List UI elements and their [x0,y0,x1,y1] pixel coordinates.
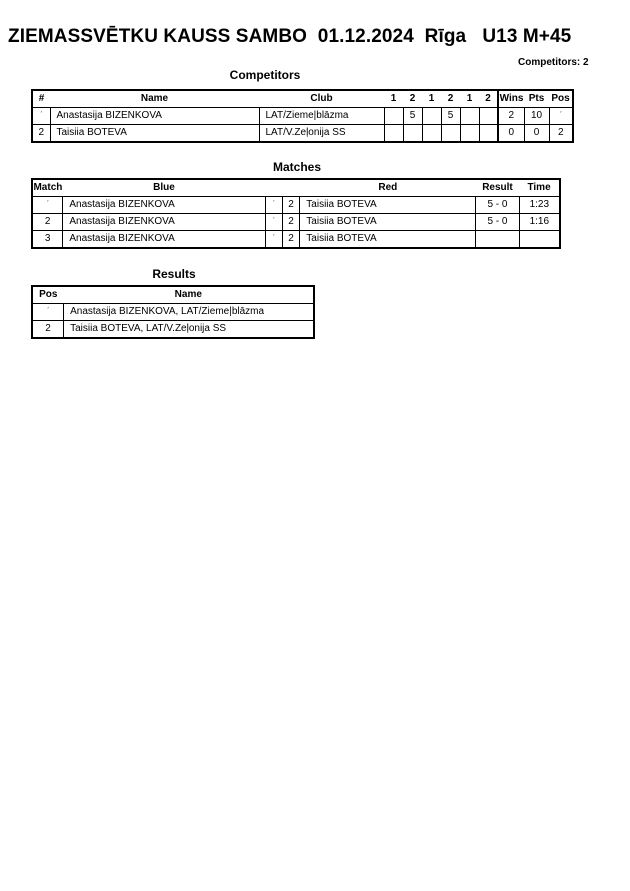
result-name: Taisiia BOTEVA, LAT/V.Zeļonija SS [64,321,314,339]
match-red: Taisiia BOTEVA [300,214,476,231]
competitor-name: Taisiia BOTEVA [50,125,259,143]
table-row [32,214,560,231]
round-score [384,125,403,143]
round-score [441,125,460,143]
match-blue: Anastasija BIZENKOVA [63,197,265,214]
round-score: 5 [441,108,460,125]
header-round: 1 [384,90,403,108]
match-time [519,231,560,249]
header-round: 2 [441,90,460,108]
header-pos: Pos [549,90,573,108]
table-row [32,125,573,143]
header-name: Name [64,286,314,304]
results-title: Results [152,267,196,281]
table-row [32,304,314,321]
header-club: Club [259,90,384,108]
competitors-table [31,89,574,143]
header-name: Name [50,90,259,108]
matches-table [31,178,561,249]
match-time: 1:23 [519,197,560,214]
header-pts: Pts [524,90,549,108]
results-table [31,285,315,339]
competitor-club: LAT/Zieme|blāzma [259,108,384,125]
competitor-pts: 10 [524,108,549,125]
header-round: 1 [422,90,441,108]
match-result [476,231,519,249]
matches-header-row [32,179,560,197]
header-time: Time [519,179,560,197]
result-name: Anastasija BIZENKOVA, LAT/Zieme|blāzma [64,304,314,321]
header-blue: Blue [63,179,265,197]
header-pos: Pos [32,286,64,304]
header-match: Match [32,179,63,197]
round-score [479,108,498,125]
match-red-num: 2 [282,214,300,231]
competitor-pts: 0 [524,125,549,143]
match-red-num: 2 [282,231,300,249]
matches-title: Matches [272,160,322,174]
table-row [32,321,314,339]
match-blue-num: ˊ [265,197,282,214]
match-red-num: 2 [282,197,300,214]
header-blue-num [265,179,282,197]
round-score [422,125,441,143]
match-blue: Anastasija BIZENKOVA [63,214,265,231]
header-result: Result [476,179,519,197]
round-score [460,108,479,125]
competitor-pos: ˊ [549,108,573,125]
match-time: 1:16 [519,214,560,231]
match-num: 3 [32,231,63,249]
match-red: Taisiia BOTEVA [300,197,476,214]
table-row [32,197,560,214]
competitors-title: Competitors [229,68,301,82]
match-red: Taisiia BOTEVA [300,231,476,249]
round-score [479,125,498,143]
match-blue-num: ˊ [265,231,282,249]
table-row [32,231,560,249]
match-blue-num: ˊ [265,214,282,231]
match-num: 2 [32,214,63,231]
page-title: ZIEMASSVĒTKU KAUSS SAMBO 01.12.2024 Rīga U13 M+45 [8,26,572,47]
table-row [32,108,573,125]
result-pos: ˊ [32,304,64,321]
competitors-header-row [32,90,573,108]
competitor-num: 2 [32,125,50,143]
round-score [403,125,422,143]
round-score [460,125,479,143]
competitor-wins: 0 [498,125,524,143]
header-wins: Wins [498,90,524,108]
competitors-count: Competitors: 2 [518,57,589,68]
competitor-club: LAT/V.Zeļonija SS [259,125,384,143]
header-round: 2 [479,90,498,108]
competitor-num: ˊ [32,108,50,125]
header-red-num [282,179,300,197]
round-score [384,108,403,125]
results-header-row [32,286,314,304]
competitor-wins: 2 [498,108,524,125]
match-num: ˊ [32,197,63,214]
round-score [422,108,441,125]
match-result: 5 - 0 [476,197,519,214]
header-round: 1 [460,90,479,108]
header-round: 2 [403,90,422,108]
header-red: Red [300,179,476,197]
match-result: 5 - 0 [476,214,519,231]
competitor-pos: 2 [549,125,573,143]
result-pos: 2 [32,321,64,339]
header-num: # [32,90,50,108]
competitor-name: Anastasija BIZENKOVA [50,108,259,125]
round-score: 5 [403,108,422,125]
match-blue: Anastasija BIZENKOVA [63,231,265,249]
